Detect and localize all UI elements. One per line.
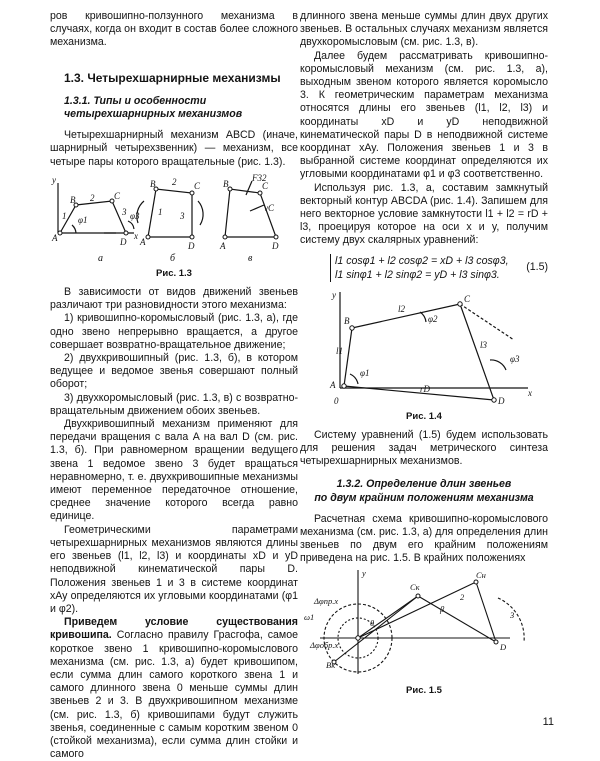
svg-text:ω1: ω1 bbox=[304, 611, 315, 622]
svg-text:y: y bbox=[332, 289, 336, 300]
svg-text:A: A bbox=[140, 236, 146, 247]
equation-number: (1.5) bbox=[526, 261, 548, 274]
subsection-title-cont: по двум крайним положениям механизма bbox=[314, 491, 534, 504]
paragraph: Двухкривошипный механизм применяют для передачи вращения с вала A на вал D (см. рис. 1.3, б). При равномерном вращении ведущего звена 1 ведомое звено 3 будет вращаться неравномерно, т. е. двухкривошипные механизмы имеют переменное передаточное отношение, среднее значение которого всегда равно единице. bbox=[50, 418, 298, 523]
paragraph: Четырехшарнирный механизм ABCD (иначе, шарнирный четырехзвенник) — механизм, все четыре пары которого вращательные (рис. 1.3). bbox=[50, 129, 298, 168]
figure-1-5 bbox=[300, 568, 548, 680]
figure-caption: Рис. 1.3 bbox=[156, 267, 192, 279]
svg-text:2: 2 bbox=[90, 192, 95, 203]
svg-text:D: D bbox=[120, 236, 127, 247]
section-title: 1.3. Четырехшарнирные механизмы bbox=[64, 70, 281, 85]
svg-text:φ2: φ2 bbox=[428, 313, 438, 324]
figure-caption: Рис. 1.5 bbox=[406, 684, 442, 696]
paragraph: Используя рис. 1.3, а, составим замкнутый векторный контур ABCDA (рис. 1.4). Запишем для него векторное условие замкнутости l1 + l2 = rD + l3, проецируя которое на оси x и y, получим систему двух скалярных уравнений: bbox=[300, 181, 548, 247]
svg-text:φ1: φ1 bbox=[78, 214, 88, 225]
svg-text:B: B bbox=[150, 178, 156, 189]
svg-text:A: A bbox=[52, 232, 58, 243]
svg-text:Cн: Cн bbox=[476, 569, 486, 580]
paragraph: длинного звена меньше суммы длин двух других звеньев. В остальных случаях механизм является двухкоромысловым (см. рис. 1.3, в). bbox=[300, 10, 548, 49]
svg-text:C: C bbox=[114, 190, 121, 201]
list-item: 1) кривошипно-коромысловый (рис. 1.3, а), где одно звено непрерывно вращается, а другое совершает возвратно-вращательное движение; bbox=[50, 312, 298, 351]
svg-text:Cк: Cк bbox=[410, 581, 420, 592]
figure-caption: Рис. 1.4 bbox=[406, 410, 442, 422]
paragraph: Расчетная схема кривошипно-коромыслового механизма (см. рис. 1.3, а) для определения длин звеньев по двум его крайним положениям приведена на рис. 1.5. В крайних положениях bbox=[300, 512, 548, 565]
svg-text:l3: l3 bbox=[480, 339, 488, 350]
svg-text:1: 1 bbox=[62, 210, 67, 221]
svg-text:3: 3 bbox=[510, 609, 515, 620]
svg-text:C: C bbox=[464, 293, 471, 304]
svg-text:θ: θ bbox=[370, 617, 375, 628]
figure-1-4 bbox=[300, 288, 548, 406]
svg-text:2: 2 bbox=[460, 591, 465, 602]
svg-text:B: B bbox=[223, 178, 229, 189]
svg-text:A: A bbox=[330, 379, 336, 390]
equation-system bbox=[300, 254, 548, 282]
bold-phrase: Приведем условие существования кривошипа. bbox=[50, 616, 298, 642]
svg-text:l2: l2 bbox=[398, 303, 406, 314]
svg-text:φ1: φ1 bbox=[360, 367, 370, 378]
left-column bbox=[50, 10, 298, 761]
paragraph bbox=[50, 616, 298, 761]
paragraph: Далее будем рассматривать кривошипно-коромысловый механизм (см. рис. 1.3, а), выходным звеном которого является коромысло 3. К геометрическим параметрам механизма относятся длины его звеньев (l1, l2, l3) и координаты xD и yD неподвижной кинематической пары D в неподвижной системе координат xAy. Положения звеньев 1 и 3 в выбранной системе координат определяются их угловыми координатами φ1 и φ3 соответственно. bbox=[300, 49, 548, 181]
svg-text:D: D bbox=[188, 240, 195, 251]
equation-line: l1 cosφ1 + l2 cosφ2 = xD + l3 cosφ3, bbox=[335, 254, 509, 267]
figure-1-3 bbox=[50, 171, 298, 263]
svg-text:C: C bbox=[262, 180, 269, 191]
svg-text:x: x bbox=[134, 230, 138, 241]
subsection-title-cont: четырехшарнирных механизмов bbox=[64, 108, 243, 121]
page-number: 11 bbox=[542, 716, 554, 728]
svg-text:β: β bbox=[440, 603, 445, 614]
svg-text:F32: F32 bbox=[252, 172, 267, 183]
svg-text:φ3: φ3 bbox=[510, 353, 520, 364]
figure-label-c: в bbox=[248, 252, 253, 263]
svg-text:2: 2 bbox=[172, 176, 177, 187]
svg-text:3: 3 bbox=[122, 206, 127, 217]
subsection-title: 1.3.1. Типы и особенности bbox=[64, 94, 207, 107]
svg-text:φ3: φ3 bbox=[130, 210, 140, 221]
svg-text:l1: l1 bbox=[336, 345, 344, 356]
svg-text:Δφобр.х: Δφобр.х bbox=[310, 639, 339, 650]
svg-text:A: A bbox=[220, 240, 226, 251]
paragraph-text: Согласно правилу Грасгофа, самое короткое звено 1 кривошипно-коромыслового механизма (см. рис. 1.3, а) будет кривошипом, если сумма длин самого короткого звена 1 и самого длинного звена 0 меньше суммы длин звеньев 2 и 3. В двухкривошипном механизме (см. рис. 1.3, б) кривошипами будут служить звенья, соединенные с самым коротким звеном 0 (стойкой механизма), если сумма длин стойки и самого bbox=[50, 629, 298, 761]
svg-text:rD: rD bbox=[420, 383, 431, 394]
svg-text:C: C bbox=[194, 180, 201, 191]
figure-label-a: а bbox=[98, 252, 103, 263]
figure-label-b: б bbox=[170, 252, 176, 263]
list-item: 3) двухкоромысловый (рис. 1.3, в) с возвратно-вращательным движением обоих звеньев. bbox=[50, 391, 298, 417]
equation-line: l1 sinφ1 + l2 sinφ2 = yD + l3 sinφ3. bbox=[335, 268, 500, 281]
svg-text:0: 0 bbox=[334, 395, 339, 406]
svg-text:1: 1 bbox=[158, 206, 163, 217]
subsection-title: 1.3.2. Определение длин звеньев bbox=[336, 478, 512, 491]
svg-text:B: B bbox=[70, 194, 76, 205]
svg-text:Bк: Bк bbox=[326, 659, 336, 670]
svg-text:D: D bbox=[498, 395, 505, 406]
svg-text:x: x bbox=[528, 387, 532, 398]
paragraph: Геометрическими параметрами четырехшарнирных механизмов являются длины его звеньев (l1, l2, l3) и координаты xD и yD неподвижной кинематической пары D. Положения звеньев 1 и 3 в системе координат xAy определяются их угловыми координатами (φ1 и φ2). bbox=[50, 523, 298, 615]
right-column bbox=[300, 10, 548, 703]
svg-text:y: y bbox=[362, 567, 366, 578]
svg-text:3: 3 bbox=[180, 210, 185, 221]
svg-text:vC: vC bbox=[264, 202, 274, 213]
svg-text:B: B bbox=[344, 315, 350, 326]
svg-text:D: D bbox=[500, 641, 507, 652]
paragraph: Систему уравнений (1.5) будем использовать для решения задач метрического синтеза четырехшарнирных механизмов. bbox=[300, 428, 548, 468]
svg-text:Δφпр.х: Δφпр.х bbox=[314, 595, 339, 606]
paragraph: В зависимости от видов движений звеньев различают три разновидности этого механизма: bbox=[50, 286, 298, 312]
svg-text:D: D bbox=[272, 240, 279, 251]
paragraph: ров кривошипно-ползунного механизма в случаях, когда он входит в состав более сложного механизма. bbox=[50, 10, 298, 49]
list-item: 2) двухкривошипный (рис. 1.3, б), в котором ведущее и ведомое звенья совершают полный оборот; bbox=[50, 352, 298, 391]
svg-text:y: y bbox=[52, 174, 56, 185]
